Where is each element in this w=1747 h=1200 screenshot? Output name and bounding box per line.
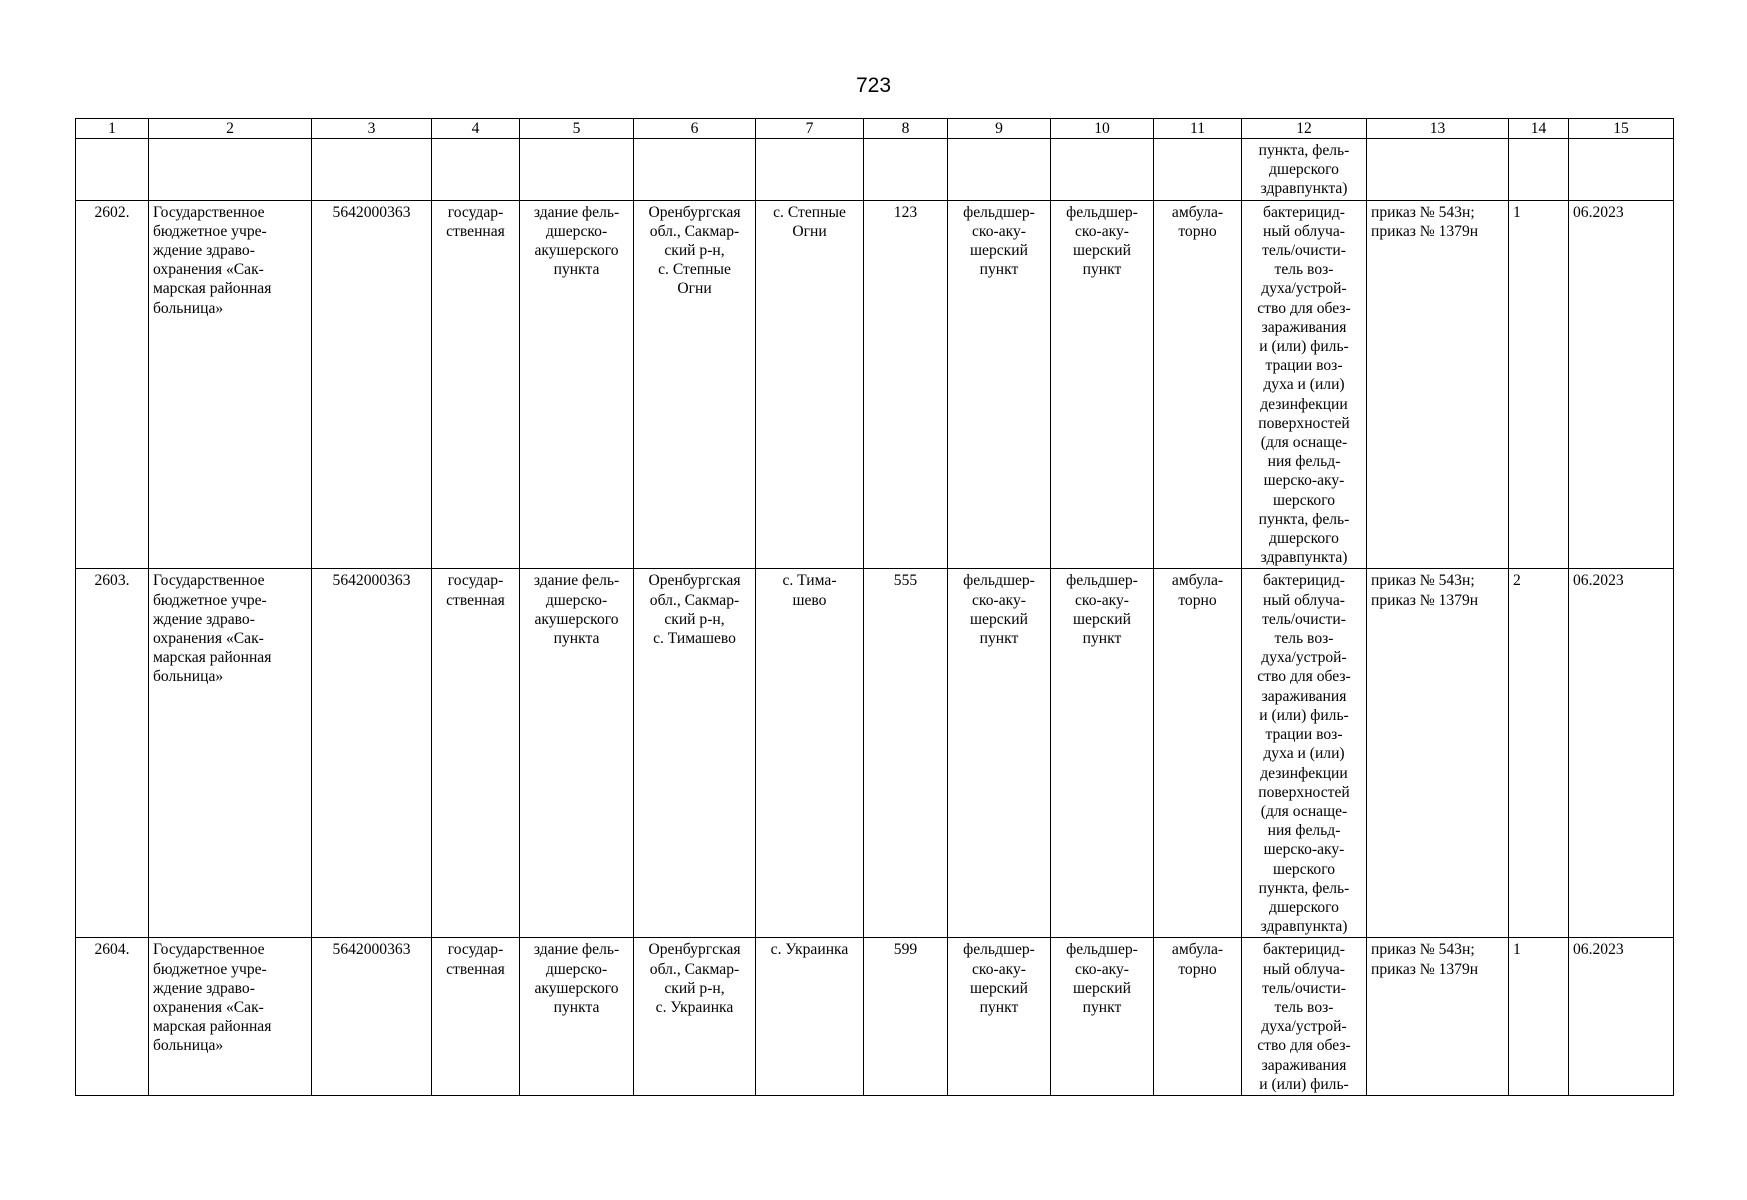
unit-type-line: фельдшер- xyxy=(963,572,1035,590)
equipment-line: дезинфекции xyxy=(1260,764,1348,782)
building-line: дшерско- xyxy=(545,222,608,240)
inn-cell: 5642000363 xyxy=(312,938,432,1096)
column-header: 5 xyxy=(520,119,634,139)
organization-line: бюджетное учре- xyxy=(153,591,267,609)
equipment-line: (для оснаще- xyxy=(1260,434,1348,452)
order-line: приказ № 543н; xyxy=(1371,941,1475,959)
unit-kind-cell xyxy=(1051,938,1154,1096)
equipment-line: тель/очисти- xyxy=(1262,610,1346,628)
equipment-line: пункта, фель- xyxy=(1258,879,1350,897)
order-line: приказ № 1379н xyxy=(1371,591,1479,609)
table-cell xyxy=(1367,139,1509,201)
inn-cell: 5642000363 xyxy=(312,569,432,938)
order-line: приказ № 543н; xyxy=(1371,203,1475,221)
table-cell xyxy=(149,139,312,201)
care-type-cell xyxy=(1154,200,1242,569)
settlement-line: Огни xyxy=(792,222,827,240)
column-header: 11 xyxy=(1154,119,1242,139)
equipment-line: поверхностей xyxy=(1258,414,1350,432)
table-cell xyxy=(312,139,432,201)
population-cell: 555 xyxy=(864,569,948,938)
table-body xyxy=(76,139,1674,1096)
address-line: обл., Сакмар- xyxy=(649,960,740,978)
equipment-line: ный облуча- xyxy=(1263,222,1345,240)
table-cell xyxy=(948,139,1051,201)
equipment-line: ство для обез- xyxy=(1257,299,1351,317)
column-header: 15 xyxy=(1569,119,1674,139)
unit-kind-line: пункт xyxy=(1082,630,1122,648)
building-line: здание фель- xyxy=(533,572,620,590)
quantity-cell: 1 xyxy=(1509,938,1569,1096)
equipment-line: духа/устрой- xyxy=(1261,280,1347,298)
page-number: 723 xyxy=(855,74,892,97)
column-header: 4 xyxy=(432,119,520,139)
building-line: пункта xyxy=(553,630,600,648)
ownership-cell xyxy=(432,938,520,1096)
ownership-line: ственная xyxy=(446,591,505,609)
equipment-line: и (или) филь- xyxy=(1259,338,1349,356)
organization-cell xyxy=(149,569,312,938)
unit-type-line: ско-аку- xyxy=(972,591,1026,609)
population-cell: 123 xyxy=(864,200,948,569)
equipment-line: ство для обез- xyxy=(1257,1037,1351,1055)
unit-kind-line: ско-аку- xyxy=(1075,960,1129,978)
equipment-line: духа/устрой- xyxy=(1261,1018,1347,1036)
organization-line: ждение здраво- xyxy=(153,242,255,260)
equipment-line: здравпункта) xyxy=(1260,918,1348,936)
equipment-line: шерско-аку- xyxy=(1263,472,1345,490)
unit-kind-cell xyxy=(1051,569,1154,938)
organization-line: охранения «Сак- xyxy=(153,261,264,279)
equipment-line: здравпункта) xyxy=(1260,180,1348,198)
building-line: акушерского xyxy=(534,242,619,260)
column-header: 7 xyxy=(756,119,864,139)
address-line: обл., Сакмар- xyxy=(649,222,740,240)
organization-line: марская районная xyxy=(153,1018,272,1036)
unit-type-line: шерский xyxy=(970,610,1028,628)
building-cell xyxy=(520,569,634,938)
equipment-line: и (или) филь- xyxy=(1259,706,1349,724)
equipment-line: зараживания xyxy=(1261,1056,1347,1074)
column-header: 10 xyxy=(1051,119,1154,139)
organization-line: ждение здраво- xyxy=(153,979,255,997)
unit-kind-line: фельдшер- xyxy=(1066,941,1138,959)
settlement-line: шево xyxy=(792,591,827,609)
unit-type-line: пункт xyxy=(979,261,1019,279)
unit-kind-line: фельдшер- xyxy=(1066,572,1138,590)
quantity-cell: 2 xyxy=(1509,569,1569,938)
address-line: с. Тимашево xyxy=(653,630,736,648)
equipment-line: дшерского xyxy=(1269,161,1339,179)
unit-type-line: фельдшер- xyxy=(963,203,1035,221)
population-cell: 599 xyxy=(864,938,948,1096)
table-cell xyxy=(1154,139,1242,201)
organization-line: охранения «Сак- xyxy=(153,998,264,1016)
equipment-line: ный облуча- xyxy=(1263,591,1345,609)
equipment-line: ния фельд- xyxy=(1267,822,1341,840)
organization-cell xyxy=(149,200,312,569)
equipment-line: бактерицид- xyxy=(1263,203,1345,221)
building-cell xyxy=(520,938,634,1096)
ownership-line: государ- xyxy=(447,203,504,221)
inn-cell: 5642000363 xyxy=(312,200,432,569)
organization-line: бюджетное учре- xyxy=(153,960,267,978)
order-cell xyxy=(1367,569,1509,938)
equipment-line: тель/очисти- xyxy=(1262,979,1346,997)
equipment-line: бактерицид- xyxy=(1263,941,1345,959)
row-number-cell: 2603. xyxy=(76,569,149,938)
ownership-line: ственная xyxy=(446,222,505,240)
equipment-line: зараживания xyxy=(1261,687,1347,705)
ownership-cell xyxy=(432,569,520,938)
unit-kind-line: ско-аку- xyxy=(1075,222,1129,240)
address-line: обл., Сакмар- xyxy=(649,591,740,609)
settlement-cell xyxy=(756,200,864,569)
organization-line: ждение здраво- xyxy=(153,610,255,628)
care-type-cell xyxy=(1154,569,1242,938)
equipment-line: тель/очисти- xyxy=(1262,242,1346,260)
address-line: Оренбургская xyxy=(648,203,741,221)
equipment-line: поверхностей xyxy=(1258,783,1350,801)
address-line: Оренбургская xyxy=(648,572,741,590)
unit-type-line: фельдшер- xyxy=(963,941,1035,959)
equipment-line: дшерского xyxy=(1269,530,1339,548)
equipment-line: здравпункта) xyxy=(1260,549,1348,567)
address-line: ский р-н, xyxy=(664,242,725,260)
unit-type-cell xyxy=(948,569,1051,938)
row-number-cell: 2602. xyxy=(76,200,149,569)
equipment-line: дезинфекции xyxy=(1260,395,1348,413)
equipment-line: дшерского xyxy=(1269,898,1339,916)
ownership-cell xyxy=(432,200,520,569)
column-header: 1 xyxy=(76,119,149,139)
address-line: Огни xyxy=(677,280,712,298)
column-header: 2 xyxy=(149,119,312,139)
care-type-line: торно xyxy=(1178,960,1217,978)
equipment-line: духа/устрой- xyxy=(1261,649,1347,667)
building-line: пункта xyxy=(553,261,600,279)
care-type-line: торно xyxy=(1178,591,1217,609)
organization-line: больница» xyxy=(153,299,224,317)
organization-line: Государственное xyxy=(153,203,265,221)
building-line: дшерско- xyxy=(545,591,608,609)
care-type-line: торно xyxy=(1178,222,1217,240)
settlement-cell xyxy=(756,569,864,938)
unit-type-cell xyxy=(948,938,1051,1096)
quantity-cell: 1 xyxy=(1509,200,1569,569)
unit-kind-line: шерский xyxy=(1073,610,1131,628)
table-cell xyxy=(756,139,864,201)
settlement-line: с. Украинка xyxy=(770,941,849,959)
column-header: 9 xyxy=(948,119,1051,139)
address-cell xyxy=(634,569,756,938)
row-number-cell: 2604. xyxy=(76,938,149,1096)
unit-kind-line: шерский xyxy=(1073,979,1131,997)
organization-cell xyxy=(149,938,312,1096)
ownership-line: ственная xyxy=(446,960,505,978)
care-type-line: амбула- xyxy=(1171,572,1224,590)
equipment-line: духа и (или) xyxy=(1263,376,1345,394)
order-line: приказ № 543н; xyxy=(1371,572,1475,590)
unit-type-line: шерский xyxy=(970,979,1028,997)
table-cell xyxy=(1509,139,1569,201)
order-cell xyxy=(1367,200,1509,569)
ownership-line: государ- xyxy=(447,572,504,590)
organization-line: Государственное xyxy=(153,941,265,959)
address-cell xyxy=(634,938,756,1096)
equipment-line: духа и (или) xyxy=(1263,745,1345,763)
equipment-line: бактерицид- xyxy=(1263,572,1345,590)
building-line: здание фель- xyxy=(533,203,620,221)
equipment-register-table xyxy=(75,118,1674,1096)
unit-type-line: пункт xyxy=(979,630,1019,648)
organization-line: охранения «Сак- xyxy=(153,630,264,648)
equipment-cell xyxy=(1242,139,1367,201)
address-cell xyxy=(634,200,756,569)
equipment-line: тель воз- xyxy=(1274,998,1334,1016)
table-row xyxy=(76,200,1674,569)
table-cell xyxy=(864,139,948,201)
equipment-cell xyxy=(1242,569,1367,938)
building-cell xyxy=(520,200,634,569)
table-cell xyxy=(1051,139,1154,201)
organization-line: марская районная xyxy=(153,649,272,667)
table-cell xyxy=(76,139,149,201)
equipment-line: пункта, фель- xyxy=(1258,510,1350,528)
column-header: 3 xyxy=(312,119,432,139)
date-cell: 06.2023 xyxy=(1569,938,1674,1096)
order-line: приказ № 1379н xyxy=(1371,222,1479,240)
equipment-line: ния фельд- xyxy=(1267,453,1341,471)
table-row xyxy=(76,569,1674,938)
column-header: 13 xyxy=(1367,119,1509,139)
equipment-line: тель воз- xyxy=(1274,630,1334,648)
equipment-line: тель воз- xyxy=(1274,261,1334,279)
address-line: с. Украинка xyxy=(655,998,734,1016)
date-cell: 06.2023 xyxy=(1569,569,1674,938)
column-header: 6 xyxy=(634,119,756,139)
building-line: акушерского xyxy=(534,610,619,628)
unit-kind-line: шерский xyxy=(1073,242,1131,260)
equipment-cell xyxy=(1242,938,1367,1096)
table-cell xyxy=(432,139,520,201)
order-cell xyxy=(1367,938,1509,1096)
address-line: ский р-н, xyxy=(664,979,725,997)
address-line: с. Степные xyxy=(658,261,731,279)
address-line: Оренбургская xyxy=(648,941,741,959)
organization-line: Государственное xyxy=(153,572,265,590)
equipment-cell xyxy=(1242,200,1367,569)
unit-kind-cell xyxy=(1051,200,1154,569)
care-type-cell xyxy=(1154,938,1242,1096)
unit-type-line: ско-аку- xyxy=(972,222,1026,240)
equipment-line: и (или) филь- xyxy=(1259,1075,1349,1093)
equipment-line: шерского xyxy=(1272,860,1336,878)
equipment-line: зараживания xyxy=(1261,318,1347,336)
unit-type-line: пункт xyxy=(979,998,1019,1016)
building-line: здание фель- xyxy=(533,941,620,959)
column-header: 14 xyxy=(1509,119,1569,139)
building-line: акушерского xyxy=(534,979,619,997)
equipment-line: шерско-аку- xyxy=(1263,841,1345,859)
date-cell: 06.2023 xyxy=(1569,200,1674,569)
unit-type-line: шерский xyxy=(970,242,1028,260)
order-line: приказ № 1379н xyxy=(1371,960,1479,978)
equipment-line: шерского xyxy=(1272,491,1336,509)
continuation-row xyxy=(76,139,1674,201)
unit-kind-line: фельдшер- xyxy=(1066,203,1138,221)
care-type-line: амбула- xyxy=(1171,203,1224,221)
equipment-line: трации воз- xyxy=(1265,726,1343,744)
organization-line: больница» xyxy=(153,1037,224,1055)
column-number-row xyxy=(76,119,1674,139)
table-row xyxy=(76,938,1674,1096)
organization-line: бюджетное учре- xyxy=(153,222,267,240)
equipment-line: (для оснаще- xyxy=(1260,802,1348,820)
address-line: ский р-н, xyxy=(664,610,725,628)
building-line: пункта xyxy=(553,998,600,1016)
building-line: дшерско- xyxy=(545,960,608,978)
equipment-line: трации воз- xyxy=(1265,357,1343,375)
unit-type-line: ско-аку- xyxy=(972,960,1026,978)
unit-kind-line: ско-аку- xyxy=(1075,591,1129,609)
ownership-line: государ- xyxy=(447,941,504,959)
table-cell xyxy=(634,139,756,201)
unit-kind-line: пункт xyxy=(1082,261,1122,279)
settlement-line: с. Степные xyxy=(773,203,846,221)
settlement-line: с. Тима- xyxy=(782,572,837,590)
organization-line: больница» xyxy=(153,668,224,686)
table-cell xyxy=(1569,139,1674,201)
settlement-cell xyxy=(756,938,864,1096)
equipment-line: ство для обез- xyxy=(1257,668,1351,686)
unit-kind-line: пункт xyxy=(1082,998,1122,1016)
equipment-line: пункта, фель- xyxy=(1258,142,1350,159)
unit-type-cell xyxy=(948,200,1051,569)
equipment-line: ный облуча- xyxy=(1263,960,1345,978)
column-header: 8 xyxy=(864,119,948,139)
column-header: 12 xyxy=(1242,119,1367,139)
organization-line: марская районная xyxy=(153,280,272,298)
table-cell xyxy=(520,139,634,201)
care-type-line: амбула- xyxy=(1171,941,1224,959)
